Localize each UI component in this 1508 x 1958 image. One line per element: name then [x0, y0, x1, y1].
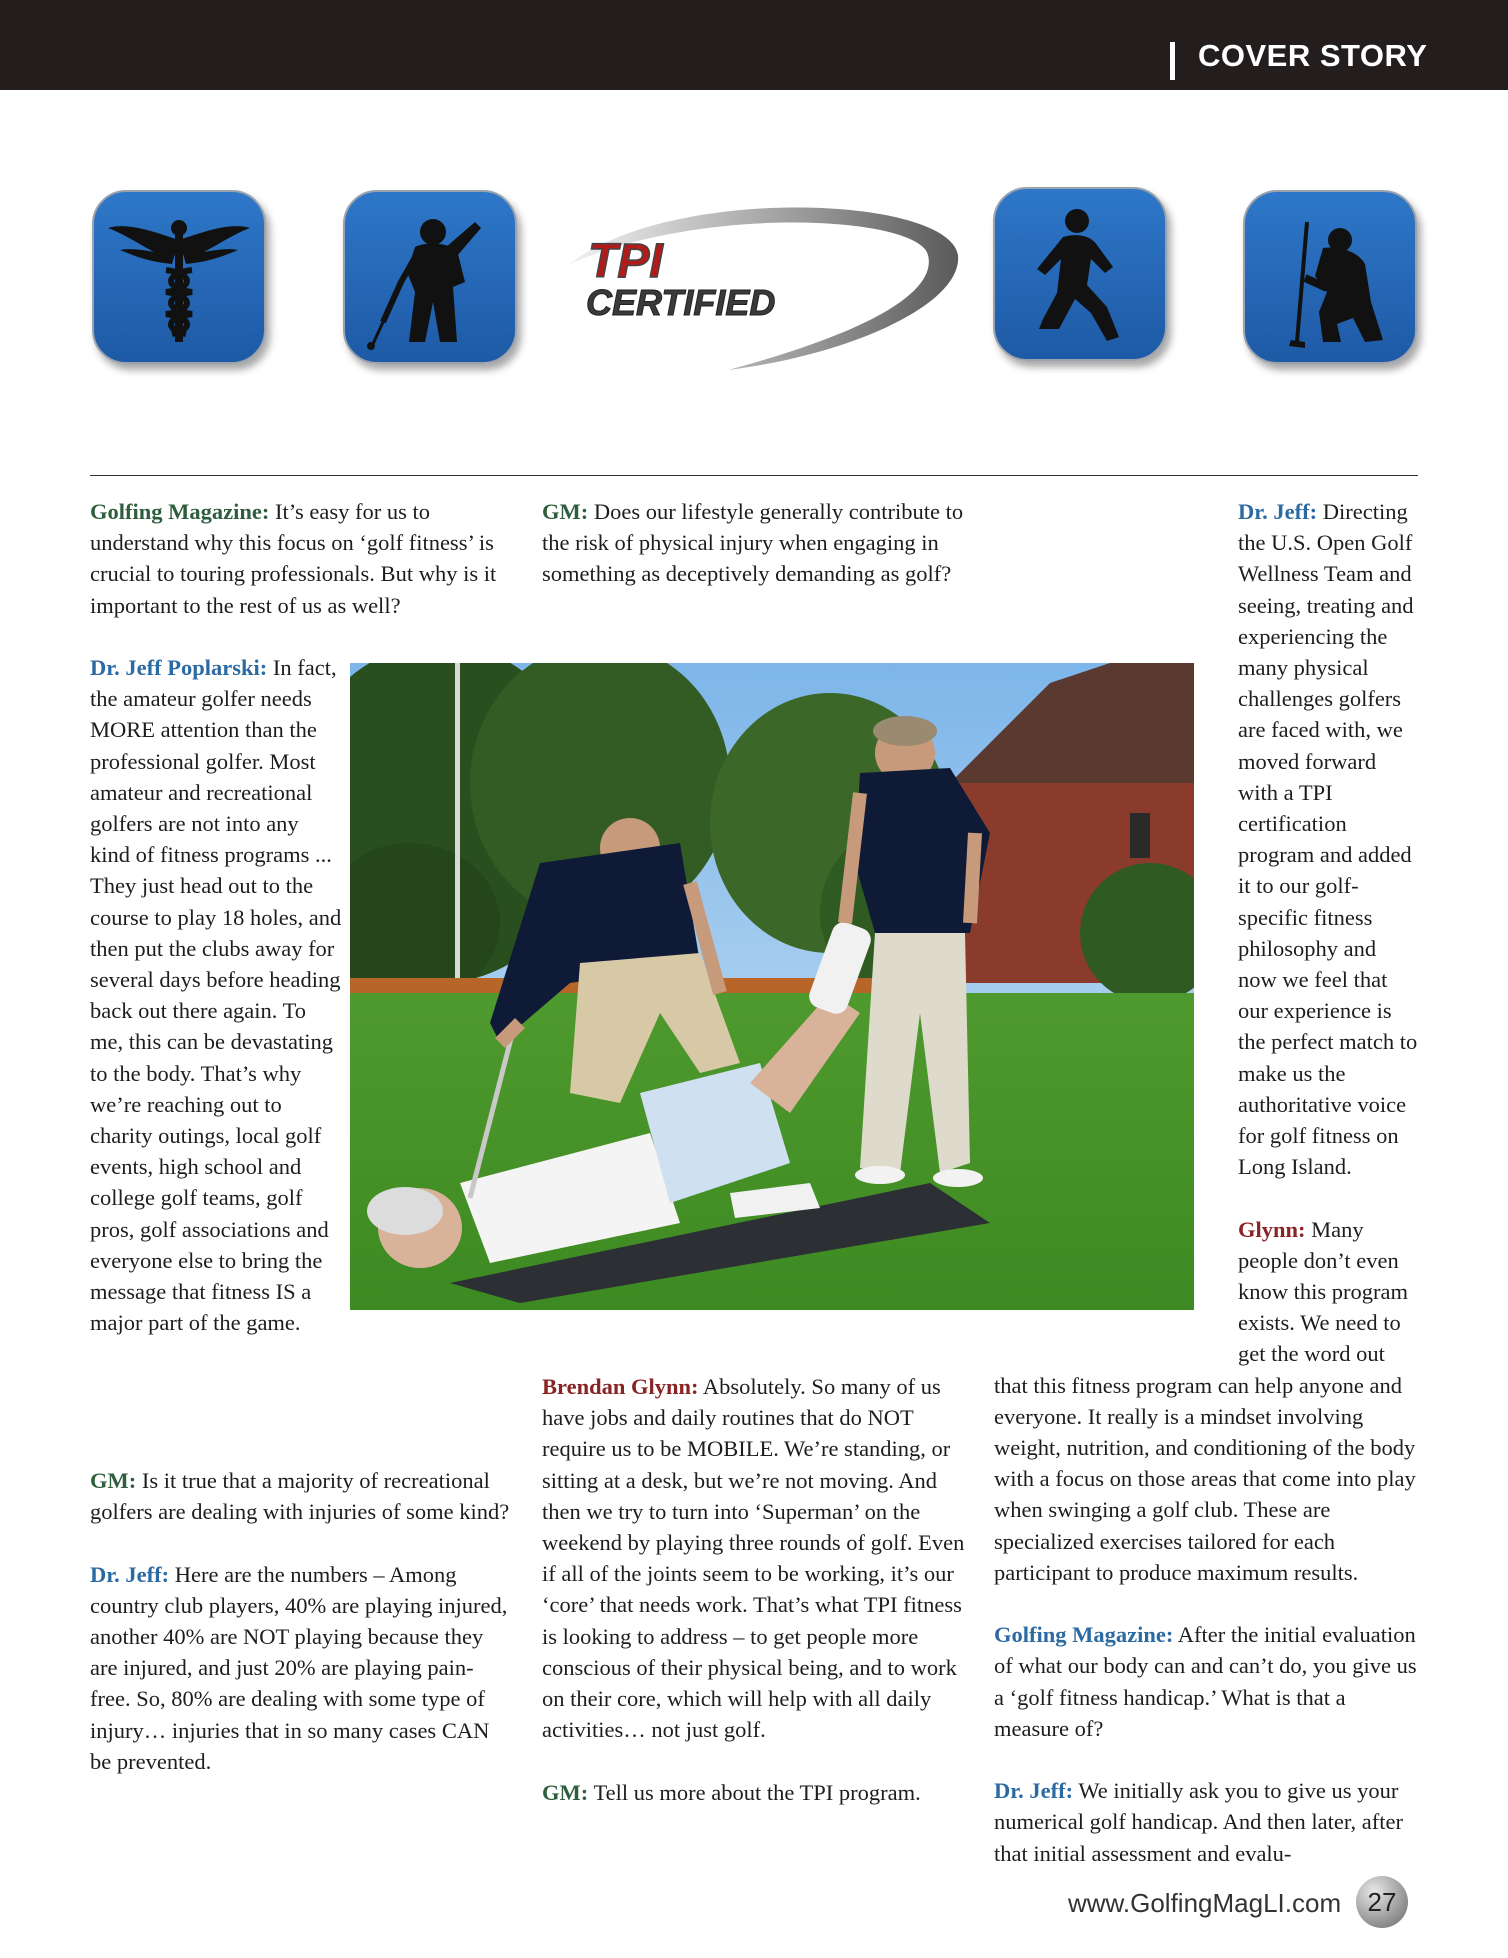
speaker-label: Glynn: [1238, 1216, 1306, 1242]
paragraph-text: Here are the numbers – Among country club players, 40% are playing injured, another 40% are NOT playing because they are injured, and just 20% are playing pain-free. So, 80% are dealing with some type of injury… injuries that in so many cases CAN be prevented. [90, 1561, 508, 1774]
golf-fitness-photo [350, 663, 1194, 1310]
golfer-crouch-icon [1243, 190, 1417, 364]
paragraph-text: Directing the U.S. Open Golf Wellness Team and seeing, treating and experiencing the many physical challenges golfers are faced with, we moved forward with a TPI certification program and added it to our golf-specific fitness philosophy and now we feel that our experience is the perfect match to make us the authoritative voice for golf fitness on Long Island. [1238, 499, 1418, 1180]
logo-certified-text: CERTIFIED [586, 282, 776, 323]
paragraph-text: In fact, the amateur golfer needs MORE attention than the professional golfer. Most amateur and recreational golfers are not into any kind of fitness programs ... They just head out to the course to play 18 holes, and then put the clubs away for several days before heading back out there again. To me, this can be devastating to the body. That’s why we’re reaching out to charity outings, local golf events, high school and college golf teams, golf pros, golf associations and everyone else to bring the message that fitness IS a major part of the game. [90, 655, 342, 1336]
speaker-label: Golfing Magazine: [90, 499, 270, 524]
header-divider [1170, 42, 1175, 80]
paragraph [90, 1465, 510, 1527]
section-rule [90, 475, 1418, 476]
paragraph-text: Does our lifestyle generally contribute to the risk of physical injury when engaging in something as deceptively demanding as golf? [542, 499, 964, 587]
runner-icon [993, 187, 1167, 361]
logo-tpi-text: TPI [588, 235, 663, 288]
paragraph-text: After the initial evaluation of what our body can and can’t do, you give us a ‘golf fitness handicap.’ What is that a measure of? [994, 1622, 1417, 1741]
paragraph [90, 496, 510, 621]
footer-url[interactable]: www.GolfingMagLI.com [1068, 1888, 1342, 1918]
speaker-label: Dr. Jeff: [1238, 499, 1318, 524]
paragraph-text: We initially ask you to give us your numerical golf handicap. And then later, after that initial assessment and evalu- [994, 1778, 1403, 1866]
speaker-label: Brendan Glynn: [542, 1374, 699, 1399]
caduceus-icon [92, 190, 266, 364]
column-1-narrow [90, 652, 342, 1338]
speaker-label: GM: [90, 1468, 137, 1493]
page-number: 27 [1356, 1876, 1408, 1928]
paragraph [542, 1371, 967, 1745]
speaker-label: GM: [542, 1779, 589, 1805]
paragraph-text: It’s easy for us to understand why this focus on ‘golf fitness’ is crucial to touring professionals. But why is it important to the rest of us as well? [90, 499, 497, 618]
paragraph [542, 496, 967, 590]
golfer-swing-icon [343, 190, 517, 364]
paragraph-text: Many people don’t even know this program exists. We need to get the word out that this fitness program can help anyone and everyone. It really is a mindset involving weight, nutrition, and conditioning of the body with a focus on those areas that come into play when swinging a golf club. These are specialized exercises tailored for each participant to produce maximum results. [994, 1216, 1416, 1585]
speaker-label: Dr. Jeff Poplarski: [90, 655, 268, 680]
tpi-certified-logo [548, 195, 968, 375]
column-2-lower [542, 1371, 967, 1839]
paragraph [542, 1777, 967, 1808]
column-1-lower [90, 1465, 510, 1808]
paragraph [994, 1775, 1418, 1869]
paragraph [994, 1619, 1418, 1744]
column-2-top [542, 496, 967, 621]
speaker-label: Dr. Jeff: [90, 1561, 170, 1587]
paragraph [90, 1559, 510, 1777]
paragraph-text: Tell us more about the TPI program. [588, 1779, 921, 1805]
speaker-label: GM: [542, 499, 589, 524]
paragraph-text: Is it true that a majority of recreational golfers are dealing with injuries of some kind? [90, 1468, 510, 1525]
speaker-label: Dr. Jeff: [994, 1778, 1074, 1804]
speaker-label: Golfing Magazine: [994, 1622, 1174, 1648]
column-1-top [90, 496, 510, 652]
paragraph-text: Absolutely. So many of us have jobs and daily routines that do NOT require us to be MOBILE. We’re standing, or sitting at a desk, but we’re not moving. And then we try to turn into ‘Superman’ on the weekend by playing three rounds of golf. Even if all of the joints seem to be working, it’s our ‘core’ that needs work. That’s what TPI fitness is looking to address – to get people more conscious of their physical being, and to work on their core, which will help with all daily activities… not just golf. [542, 1374, 965, 1743]
section-label: COVER STORY [1198, 38, 1428, 73]
paragraph [90, 652, 342, 1338]
